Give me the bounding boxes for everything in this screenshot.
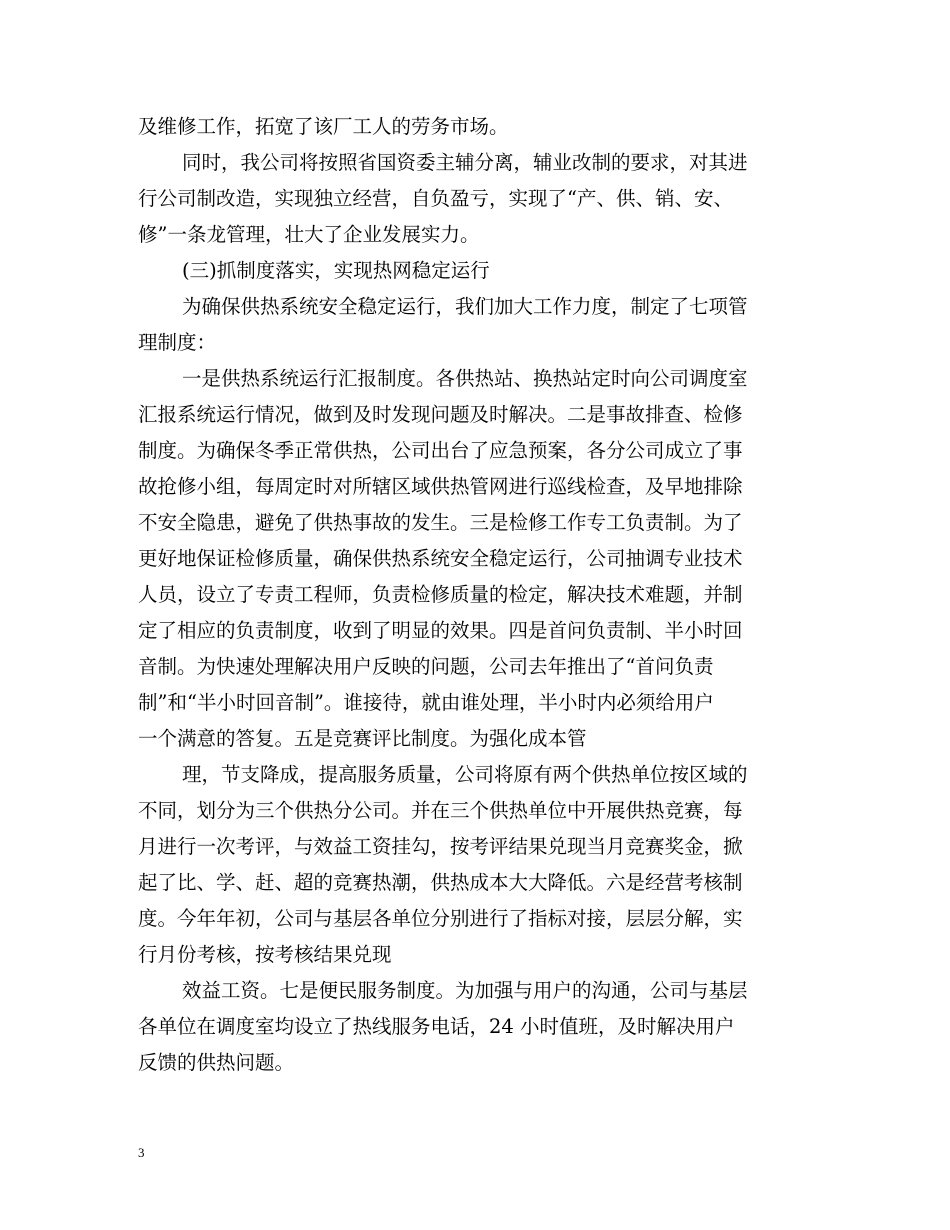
page-number: 3 bbox=[138, 1145, 145, 1160]
text-line: 度。今年年初，公司与基层各单位分别进行了指标对接，层层分解，实 bbox=[138, 907, 743, 930]
text-line: 效益工资。七是便民服务制度。为加强与用户的沟通，公司与基层 bbox=[182, 979, 748, 1002]
text-line: 月进行一次考评，与效益工资挂勾，按考评结果兑现当月竞赛奖金，掀 bbox=[138, 835, 743, 858]
text-line: 人员，设立了专责工程师，负责检修质量的检定，解决技术难题，并制 bbox=[138, 583, 743, 606]
text-line: 定了相应的负责制度，收到了明显的效果。四是首问负责制、半小时回 bbox=[138, 619, 743, 642]
section-heading: (三)抓制度落实，实现热网稳定运行 bbox=[182, 259, 490, 282]
text-line: 制度。为确保冬季正常供热，公司出台了应急预案，各分公司成立了事 bbox=[138, 439, 743, 462]
text-line: 行月份考核，按考核结果兑现 bbox=[138, 943, 392, 966]
text-line: 理制度： bbox=[138, 331, 217, 354]
text-line: 一是供热系统运行汇报制度。各供热站、换热站定时向公司调度室 bbox=[182, 367, 748, 390]
text-line: 制”和“半小时回音制”。谁接待，就由谁处理，半小时内必须给用户 bbox=[138, 691, 714, 714]
text-line: 反馈的供热问题。 bbox=[138, 1051, 295, 1074]
text-line: 及维修工作，拓宽了该厂工人的劳务市场。 bbox=[138, 115, 509, 138]
text-line: 不安全隐患，避免了供热事故的发生。三是检修工作专工负责制。为了 bbox=[138, 511, 743, 534]
text-line: 修”一条龙管理，壮大了企业发展实力。 bbox=[138, 223, 480, 246]
text-line: 故抢修小组，每周定时对所辖区域供热管网进行巡线检查，及早地排除 bbox=[138, 475, 743, 498]
text-line: 同时，我公司将按照省国资委主辅分离，辅业改制的要求，对其进 bbox=[182, 151, 748, 174]
text-line: 一个满意的答复。五是竞赛评比制度。为强化成本管 bbox=[138, 727, 587, 750]
text-line: 音制。为快速处理解决用户反映的问题，公司去年推出了“首问负责 bbox=[138, 655, 714, 678]
text-line: 为确保供热系统安全稳定运行，我们加大工作力度，制定了七项管 bbox=[182, 295, 748, 318]
text-line: 起了比、学、赶、超的竞赛热潮，供热成本大大降低。六是经营考核制 bbox=[138, 871, 743, 894]
text-line: 行公司制改造，实现独立经营，自负盈亏，实现了“产、供、销、安、 bbox=[138, 187, 733, 210]
text-line: 不同，划分为三个供热分公司。并在三个供热单位中开展供热竞赛，每 bbox=[138, 799, 743, 822]
text-line: 更好地保证检修质量，确保供热系统安全稳定运行，公司抽调专业技术 bbox=[138, 547, 743, 570]
text-line: 理，节支降成，提高服务质量，公司将原有两个供热单位按区域的 bbox=[182, 763, 748, 786]
text-line: 各单位在调度室均设立了热线服务电话，24 小时值班，及时解决用户 bbox=[138, 1015, 735, 1038]
text-line: 汇报系统运行情况，做到及时发现问题及时解决。二是事故排查、检修 bbox=[138, 403, 743, 426]
